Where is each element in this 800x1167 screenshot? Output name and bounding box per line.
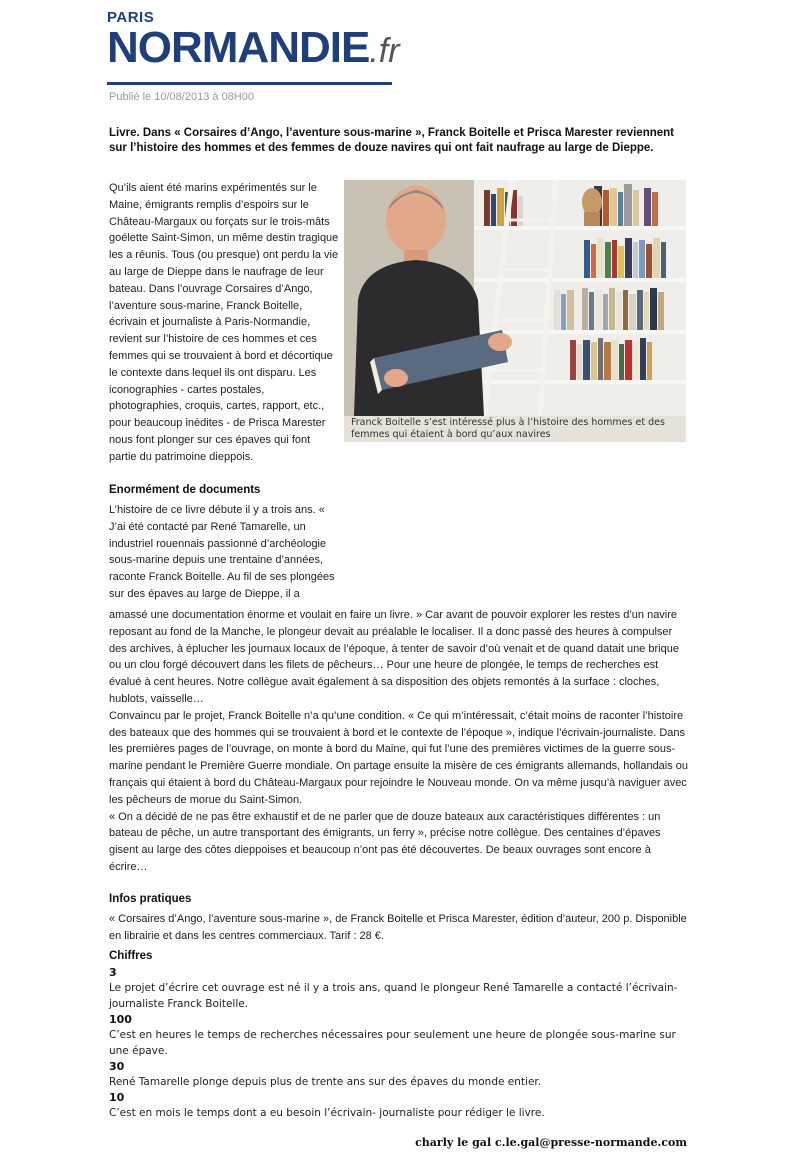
- article-lead: Livre. Dans « Corsaires d’Ango, l’aventure sous-marine », Franck Boitelle et Prisca Marester reviennent sur l’histoire des hommes et des femmes de douze navires qui ont fait naufrage au large de Dieppe.: [109, 127, 674, 154]
- section-heading-chiffres: Chiffres: [109, 950, 153, 962]
- publication-date: Publié le 10/08/2013 à 08H00: [109, 91, 254, 103]
- chiffre-text: C’est en mois le temps dont a eu besoin l’écrivain- journaliste pour rédiger le livre.: [109, 1107, 545, 1119]
- chiffre-text: Le projet d’écrire cet ouvrage est né il y a trois ans, quand le plongeur René Tamarelle a contacté l’écrivain- journaliste Franck Boitelle.: [109, 982, 678, 1010]
- photo-caption: Franck Boitelle s’est intéressé plus à l’histoire des hommes et des femmes qui étaient à bord qu’aux navires: [351, 417, 665, 440]
- documents-paragraph-3: « On a décidé de ne pas être exhaustif et de ne parler que de douze bateaux aux caractéristiques différentes : un bateau de pêche, un autre transportant des émigrants, un ferry », précise notre collègue. Des centaines d’épaves gisent au large des côtes dieppoises et beaucoup n’ont pas été découvertes. De beaux ouvrages sont encore à écrire…: [109, 810, 661, 873]
- chiffres-list: [109, 965, 689, 1121]
- chiffre-number: 100: [109, 1013, 132, 1026]
- author-byline[interactable]: charly le gal c.le.gal@presse-normande.com: [415, 1136, 687, 1149]
- site-logo[interactable]: [107, 10, 400, 73]
- infos-text: « Corsaires d’Ango, l’aventure sous-marine », de Franck Boitelle et Prisca Marester, édition d’auteur, 200 p. Disponible en librairie et dans les centres commerciaux. Tarif : 28 €.: [109, 913, 687, 942]
- logo-underline: [107, 82, 392, 85]
- article-photo: [344, 180, 686, 442]
- section-heading-documents: Enormément de documents: [109, 484, 261, 496]
- logo-normandie-text: [107, 23, 400, 73]
- logo-main-word: NORMANDIE: [107, 23, 370, 72]
- logo-paris-text: PARIS: [107, 9, 155, 26]
- chiffre-number: 3: [109, 966, 117, 979]
- chiffre-text: C’est en heures le temps de recherches nécessaires pour seulement une heure de plongée sous-marine sur une épave.: [109, 1029, 676, 1057]
- photo-illustration: [344, 180, 686, 416]
- chiffre-text: René Tamarelle plonge depuis plus de trente ans sur des épaves du monde entier.: [109, 1076, 542, 1088]
- section-heading-infos: Infos pratiques: [109, 893, 192, 905]
- chiffre-number: 10: [109, 1091, 125, 1104]
- documents-body: [109, 607, 689, 876]
- article-intro: Qu’ils aient été marins expérimentés sur le Maine, émigrants remplis d’espoirs sur le Château-Margaux ou forçats sur le trois-mâts goélette Saint-Simon, un même destin tragique les a réunis. Tous (ou presque) ont perdu la vie au large de Dieppe dans le naufrage de leur bateau. Dans l’ouvrage Corsaires d’Ango, l’aventure sous-marine, Franck Boitelle, écrivain et journaliste à Paris-Normandie, revient sur l’histoire de ces hommes et ces femmes qui se trouvaient à bord et décortique le contexte dans lequel ils ont disparu. Les iconographies - cartes postales, photographies, croquis, cartes, rapport, etc., pour beaucoup inédites - de Prisca Marester nous font plonger sur ces épaves qui font partie du patrimoine dieppois.: [109, 182, 339, 463]
- documents-paragraph-2: Convaincu par le projet, Franck Boitelle n’a qu’une condition. « Ce qui m’intéressait, c’était moins de raconter l’histoire des bateaux que des hommes qui se trouvaient à bord et le contexte de l’époque », indique l’écrivain-journaliste. Dans les premières pages de l’ouvrage, on monte à bord du Maine, qui fut l’une des premières victimes de la guerre sous-marine pendant le Première Guerre mondiale. On partage ensuite la misère de ces émigrants allemands, hollandais ou français qui étaient à bord du Château-Margaux pour rejoindre le Nouveau monde. On va même jusqu’à naviguer avec les pêcheurs de morue du Saint-Simon.: [109, 709, 689, 806]
- documents-paragraph-1: amassé une documentation énorme et voulait en faire un livre. » Car avant de pouvoir explorer les restes d’un navire reposant au fond de la Manche, le plongeur devait au préalable le localiser. Il a donc passé des heures à compulser des archives, à éplucher les journaux locaux de l’époque, à tenter de savoir d’où venait et de quand datait une brique ou un clou forgé découvert dans les filets de pêcheurs… Pour une heure de plongée, le temps de recherches est évalué à cent heures. Notre collègue avait également à sa disposition des objets remontés à la surface : cloches, hublots, vaisselle…: [109, 609, 679, 705]
- chiffre-number: 30: [109, 1060, 125, 1073]
- documents-paragraph-start: L’histoire de ce livre débute il y a trois ans. « J’ai été contacté par René Tamarelle, un industriel rouennais passionné d’archéologie sous-marine depuis une trentaine d’années, raconte Franck Boitelle. Au fil de ses plongées sur des épaves au large de Dieppe, il a: [109, 504, 335, 600]
- logo-suffix: .fr: [369, 32, 400, 70]
